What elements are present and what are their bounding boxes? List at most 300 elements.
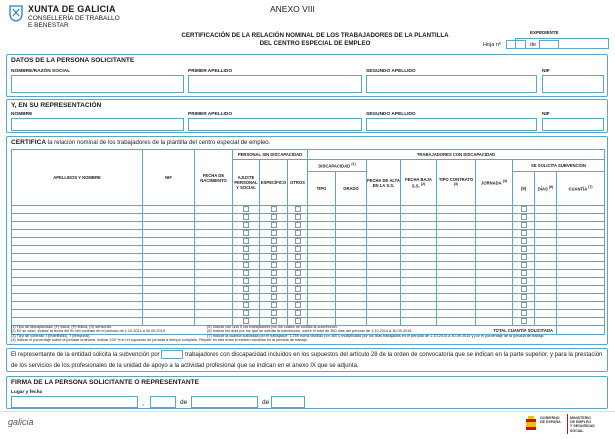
row-checkbox[interactable] [288, 222, 308, 230]
row-checkbox[interactable] [513, 222, 535, 230]
table-cell[interactable] [367, 230, 401, 238]
table-cell[interactable] [367, 302, 401, 310]
row-checkbox[interactable] [260, 246, 288, 254]
hoja-total-field[interactable] [539, 40, 559, 49]
rep-nombre-field[interactable] [11, 118, 184, 131]
table-cell[interactable] [476, 246, 513, 254]
row-checkbox[interactable] [513, 206, 535, 214]
table-cell[interactable] [401, 278, 437, 286]
rep-segundo-apellido-field[interactable] [366, 118, 537, 131]
table-cell[interactable] [437, 278, 476, 286]
table-cell[interactable] [12, 310, 143, 318]
checkbox[interactable] [295, 206, 301, 212]
table-cell[interactable] [535, 246, 557, 254]
checkbox[interactable] [243, 214, 249, 220]
table-cell[interactable] [437, 310, 476, 318]
table-cell[interactable] [12, 302, 143, 310]
row-checkbox[interactable] [288, 302, 308, 310]
table-cell[interactable] [12, 230, 143, 238]
group-con-discapacidad: TRABAJADORES CON DISCAPACIDAD [308, 150, 605, 160]
rep-nombre-label: NOMBRE [11, 112, 33, 117]
table-cell[interactable] [401, 230, 437, 238]
table-cell[interactable] [367, 246, 401, 254]
table-cell[interactable] [12, 206, 143, 214]
table-cell[interactable] [535, 262, 557, 270]
table-cell[interactable] [308, 270, 336, 278]
checkbox[interactable] [521, 270, 527, 276]
row-checkbox[interactable] [260, 254, 288, 262]
row-checkbox[interactable] [288, 246, 308, 254]
row-checkbox[interactable] [288, 214, 308, 222]
table-cell[interactable] [476, 230, 513, 238]
checkbox[interactable] [521, 294, 527, 300]
table-cell[interactable] [195, 286, 233, 294]
table-cell[interactable] [401, 294, 437, 302]
row-checkbox[interactable] [260, 278, 288, 286]
table-cell[interactable] [367, 270, 401, 278]
table-cell[interactable] [336, 230, 367, 238]
table-cell[interactable] [308, 214, 336, 222]
table-cell[interactable] [367, 294, 401, 302]
table-cell[interactable] [143, 222, 195, 230]
table-cell[interactable] [336, 246, 367, 254]
table-cell[interactable] [12, 246, 143, 254]
table-cell[interactable] [367, 286, 401, 294]
checkbox[interactable] [271, 222, 277, 228]
table-cell[interactable] [195, 294, 233, 302]
table-cell[interactable] [336, 206, 367, 214]
table-cell[interactable] [476, 262, 513, 270]
table-cell[interactable] [437, 238, 476, 246]
row-checkbox[interactable] [233, 270, 260, 278]
table-cell[interactable] [401, 270, 437, 278]
table-cell[interactable] [367, 222, 401, 230]
checkbox[interactable] [271, 230, 277, 236]
checkbox[interactable] [295, 214, 301, 220]
checkbox[interactable] [295, 238, 301, 244]
checkbox[interactable] [243, 302, 249, 308]
col-cuantia: CUANTÍA $^{(7)}$ [557, 172, 605, 206]
checkbox[interactable] [271, 294, 277, 300]
row-checkbox[interactable] [233, 246, 260, 254]
table-cell[interactable] [367, 206, 401, 214]
nombre-razon-field[interactable] [11, 75, 184, 93]
table-cell[interactable] [535, 286, 557, 294]
checkbox[interactable] [243, 206, 249, 212]
checkbox[interactable] [521, 310, 527, 316]
row-checkbox[interactable] [233, 206, 260, 214]
table-cell[interactable] [535, 310, 557, 318]
table-cell[interactable] [557, 246, 605, 254]
table-cell[interactable] [367, 254, 401, 262]
checkbox[interactable] [243, 286, 249, 292]
table-cell[interactable] [557, 214, 605, 222]
checkbox[interactable] [243, 254, 249, 260]
table-cell[interactable] [557, 278, 605, 286]
table-cell[interactable] [401, 214, 437, 222]
checkbox[interactable] [521, 278, 527, 284]
row-checkbox[interactable] [513, 286, 535, 294]
checkbox[interactable] [271, 310, 277, 316]
table-cell[interactable] [195, 206, 233, 214]
table-cell[interactable] [535, 238, 557, 246]
row-checkbox[interactable] [513, 254, 535, 262]
table-cell[interactable] [12, 294, 143, 302]
row-checkbox[interactable] [233, 262, 260, 270]
row-checkbox[interactable] [513, 214, 535, 222]
expediente-label: EXPEDIENTE [530, 30, 559, 35]
table-cell[interactable] [535, 222, 557, 230]
certifica-section [6, 136, 608, 345]
row-checkbox[interactable] [260, 310, 288, 318]
table-cell[interactable] [195, 310, 233, 318]
row-checkbox[interactable] [233, 230, 260, 238]
checkbox[interactable] [521, 262, 527, 268]
table-cell[interactable] [143, 246, 195, 254]
row-checkbox[interactable] [288, 238, 308, 246]
checkbox[interactable] [295, 318, 301, 324]
checkbox[interactable] [243, 294, 249, 300]
galicia-footer-logo: galicia [8, 417, 34, 427]
table-cell[interactable] [401, 246, 437, 254]
table-cell[interactable] [12, 270, 143, 278]
table-cell[interactable] [195, 238, 233, 246]
checkbox[interactable] [271, 262, 277, 268]
table-cell[interactable] [535, 254, 557, 262]
table-cell[interactable] [476, 294, 513, 302]
row-checkbox[interactable] [513, 302, 535, 310]
table-cell[interactable] [557, 302, 605, 310]
table-cell[interactable] [437, 230, 476, 238]
table-cell[interactable] [401, 286, 437, 294]
table-cell[interactable] [12, 254, 143, 262]
table-cell[interactable] [437, 222, 476, 230]
table-cell[interactable] [535, 302, 557, 310]
table-cell[interactable] [367, 310, 401, 318]
checkbox[interactable] [243, 318, 249, 324]
row-checkbox[interactable] [288, 278, 308, 286]
row-checkbox[interactable] [288, 206, 308, 214]
table-cell[interactable] [557, 270, 605, 278]
table-cell[interactable] [401, 222, 437, 230]
checkbox[interactable] [295, 254, 301, 260]
table-cell[interactable] [557, 318, 605, 326]
table-cell[interactable] [12, 222, 143, 230]
table-cell[interactable] [401, 302, 437, 310]
checkbox[interactable] [521, 302, 527, 308]
segundo-apellido-field[interactable] [366, 75, 537, 93]
row-checkbox[interactable] [513, 278, 535, 286]
table-cell[interactable] [308, 262, 336, 270]
table-cell[interactable] [557, 222, 605, 230]
checkbox[interactable] [271, 302, 277, 308]
table-cell[interactable] [336, 214, 367, 222]
checkbox[interactable] [243, 246, 249, 252]
table-cell[interactable] [437, 270, 476, 278]
row-checkbox[interactable] [260, 294, 288, 302]
table-cell[interactable] [336, 262, 367, 270]
table-cell[interactable] [143, 230, 195, 238]
table-cell[interactable] [535, 270, 557, 278]
checkbox[interactable] [243, 278, 249, 284]
table-cell[interactable] [308, 310, 336, 318]
primer-apellido-field[interactable] [188, 75, 362, 93]
checkbox[interactable] [243, 310, 249, 316]
rep-primer-apellido-field[interactable] [188, 118, 362, 131]
checkbox[interactable] [243, 262, 249, 268]
table-cell[interactable] [401, 206, 437, 214]
row-checkbox[interactable] [233, 278, 260, 286]
table-row [12, 254, 605, 262]
table-cell[interactable] [401, 262, 437, 270]
table-cell[interactable] [195, 254, 233, 262]
table-cell[interactable] [557, 230, 605, 238]
row-checkbox[interactable] [288, 286, 308, 294]
row-checkbox[interactable] [233, 214, 260, 222]
table-cell[interactable] [143, 294, 195, 302]
table-cell[interactable] [195, 270, 233, 278]
row-checkbox[interactable] [233, 286, 260, 294]
checkbox[interactable] [271, 286, 277, 292]
checkbox[interactable] [243, 230, 249, 236]
row-checkbox[interactable] [260, 206, 288, 214]
checkbox[interactable] [521, 230, 527, 236]
row-checkbox[interactable] [260, 262, 288, 270]
table-cell[interactable] [336, 254, 367, 262]
checkbox[interactable] [271, 238, 277, 244]
mes-field[interactable] [191, 396, 258, 408]
table-cell[interactable] [336, 310, 367, 318]
table-cell[interactable] [308, 246, 336, 254]
row-checkbox[interactable] [288, 262, 308, 270]
row-checkbox[interactable] [513, 294, 535, 302]
table-cell[interactable] [476, 310, 513, 318]
table-cell[interactable] [143, 278, 195, 286]
hoja-number-field[interactable] [506, 40, 526, 49]
checkbox[interactable] [521, 246, 527, 252]
table-cell[interactable] [367, 278, 401, 286]
table-cell[interactable] [12, 262, 143, 270]
checkbox[interactable] [521, 254, 527, 260]
table-cell[interactable] [308, 278, 336, 286]
table-cell[interactable] [336, 286, 367, 294]
checkbox[interactable] [521, 222, 527, 228]
table-row [12, 238, 605, 246]
table-cell[interactable] [195, 222, 233, 230]
table-cell[interactable] [557, 310, 605, 318]
table-cell[interactable] [557, 294, 605, 302]
table-cell[interactable] [308, 294, 336, 302]
table-cell[interactable] [143, 206, 195, 214]
checkbox[interactable] [243, 222, 249, 228]
table-cell[interactable] [367, 262, 401, 270]
row-checkbox[interactable] [288, 230, 308, 238]
checkbox[interactable] [271, 278, 277, 284]
table-cell[interactable] [336, 302, 367, 310]
table-cell[interactable] [143, 262, 195, 270]
row-checkbox[interactable] [513, 230, 535, 238]
row-checkbox[interactable] [288, 270, 308, 278]
checkbox[interactable] [295, 246, 301, 252]
primer-apellido-label: PRIMER APELLIDO [188, 69, 233, 74]
table-cell[interactable] [336, 294, 367, 302]
checkbox[interactable] [271, 318, 277, 324]
table-cell[interactable] [336, 238, 367, 246]
table-cell[interactable] [535, 294, 557, 302]
xunta-emblem-icon [8, 4, 24, 22]
checkbox[interactable] [521, 238, 527, 244]
checkbox[interactable] [295, 294, 301, 300]
table-cell[interactable] [308, 302, 336, 310]
table-cell[interactable] [308, 206, 336, 214]
table-cell[interactable] [437, 254, 476, 262]
table-cell[interactable] [336, 278, 367, 286]
representante-text: El representante de la entidad solicita la subvención por trabajadores con discapacidad incluidos en los supuestos del artículo 28 de la orden de convocatoria que se indican en la parte superior, y para la prestación de los servicios de los profesionales de la unidad de apoyo a la actividad profesional que se indican en el anexo IX que se adjunta. [11, 350, 605, 372]
checkbox[interactable] [271, 206, 277, 212]
table-cell[interactable] [535, 206, 557, 214]
row-checkbox[interactable] [233, 222, 260, 230]
checkbox[interactable] [243, 270, 249, 276]
table-cell[interactable] [308, 222, 336, 230]
table-cell[interactable] [336, 270, 367, 278]
table-cell[interactable] [437, 262, 476, 270]
table-cell[interactable] [12, 238, 143, 246]
table-cell[interactable] [336, 222, 367, 230]
table-cell[interactable] [367, 214, 401, 222]
table-cell[interactable] [401, 254, 437, 262]
table-cell[interactable] [476, 222, 513, 230]
row-checkbox[interactable] [233, 294, 260, 302]
table-cell[interactable] [557, 206, 605, 214]
lugar-field[interactable] [11, 396, 138, 408]
representacion-title: Y, EN SU REPRESENTACIÓN [11, 102, 102, 109]
nif-field[interactable] [542, 75, 604, 93]
row-checkbox[interactable] [288, 294, 308, 302]
table-cell[interactable] [12, 286, 143, 294]
table-cell[interactable] [437, 214, 476, 222]
checkbox[interactable] [271, 254, 277, 260]
checkbox[interactable] [243, 238, 249, 244]
table-cell[interactable] [476, 278, 513, 286]
table-cell[interactable] [401, 310, 437, 318]
table-cell[interactable] [143, 270, 195, 278]
row-checkbox[interactable] [260, 214, 288, 222]
checkbox[interactable] [271, 270, 277, 276]
table-cell[interactable] [476, 206, 513, 214]
table-cell[interactable] [476, 270, 513, 278]
table-cell[interactable] [12, 278, 143, 286]
table-cell[interactable] [195, 214, 233, 222]
row-checkbox[interactable] [513, 270, 535, 278]
table-cell[interactable] [143, 254, 195, 262]
table-cell[interactable] [195, 302, 233, 310]
table-cell[interactable] [308, 286, 336, 294]
checkbox[interactable] [521, 214, 527, 220]
table-cell[interactable] [476, 238, 513, 246]
table-cell[interactable] [437, 302, 476, 310]
row-checkbox[interactable] [288, 310, 308, 318]
checkbox[interactable] [295, 270, 301, 276]
row-checkbox[interactable] [233, 302, 260, 310]
row-checkbox[interactable] [233, 310, 260, 318]
row-checkbox[interactable] [233, 238, 260, 246]
checkbox[interactable] [521, 286, 527, 292]
checkbox[interactable] [295, 310, 301, 316]
row-checkbox[interactable] [513, 246, 535, 254]
table-cell[interactable] [535, 214, 557, 222]
table-cell[interactable] [557, 254, 605, 262]
table-cell[interactable] [437, 206, 476, 214]
table-cell[interactable] [195, 278, 233, 286]
table-cell[interactable] [557, 262, 605, 270]
table-cell[interactable] [308, 254, 336, 262]
checkbox[interactable] [271, 214, 277, 220]
row-checkbox[interactable] [260, 270, 288, 278]
checkbox[interactable] [295, 230, 301, 236]
checkbox[interactable] [521, 318, 527, 324]
row-checkbox[interactable] [513, 238, 535, 246]
table-cell[interactable] [195, 230, 233, 238]
table-cell[interactable] [143, 214, 195, 222]
row-checkbox[interactable] [513, 310, 535, 318]
checkbox[interactable] [521, 206, 527, 212]
table-cell[interactable] [143, 238, 195, 246]
table-cell[interactable] [476, 302, 513, 310]
rep-nif-field[interactable] [542, 118, 604, 131]
table-cell[interactable] [195, 262, 233, 270]
table-cell[interactable] [535, 230, 557, 238]
table-cell[interactable] [437, 246, 476, 254]
checkbox[interactable] [295, 286, 301, 292]
table-cell[interactable] [195, 246, 233, 254]
checkbox[interactable] [295, 278, 301, 284]
table-cell[interactable] [476, 214, 513, 222]
checkbox[interactable] [295, 302, 301, 308]
row-checkbox[interactable] [288, 254, 308, 262]
table-cell[interactable] [308, 238, 336, 246]
table-cell[interactable] [476, 286, 513, 294]
row-checkbox[interactable] [513, 262, 535, 270]
table-cell[interactable] [308, 230, 336, 238]
table-cell[interactable] [476, 254, 513, 262]
row-checkbox[interactable] [260, 286, 288, 294]
dia-field[interactable] [150, 396, 176, 408]
table-cell[interactable] [143, 302, 195, 310]
total-cuantia-field[interactable] [557, 326, 605, 335]
table-cell[interactable] [143, 286, 195, 294]
table-cell[interactable] [12, 214, 143, 222]
nombre-razon-label: NOMBRE/RAZÓN SOCIAL [11, 69, 71, 74]
row-checkbox[interactable] [260, 222, 288, 230]
table-cell[interactable] [401, 238, 437, 246]
row-checkbox[interactable] [260, 302, 288, 310]
table-cell[interactable] [143, 310, 195, 318]
checkbox[interactable] [295, 262, 301, 268]
table-cell[interactable] [437, 294, 476, 302]
table-cell[interactable] [557, 286, 605, 294]
table-cell[interactable] [535, 278, 557, 286]
row-checkbox[interactable] [233, 254, 260, 262]
table-cell[interactable] [557, 238, 605, 246]
num-trabajadores-field[interactable] [161, 350, 183, 359]
row-checkbox[interactable] [260, 238, 288, 246]
checkbox[interactable] [295, 222, 301, 228]
table-cell[interactable] [437, 286, 476, 294]
checkbox[interactable] [271, 246, 277, 252]
table-cell[interactable] [367, 238, 401, 246]
anio-field[interactable] [271, 396, 305, 408]
row-checkbox[interactable] [260, 230, 288, 238]
